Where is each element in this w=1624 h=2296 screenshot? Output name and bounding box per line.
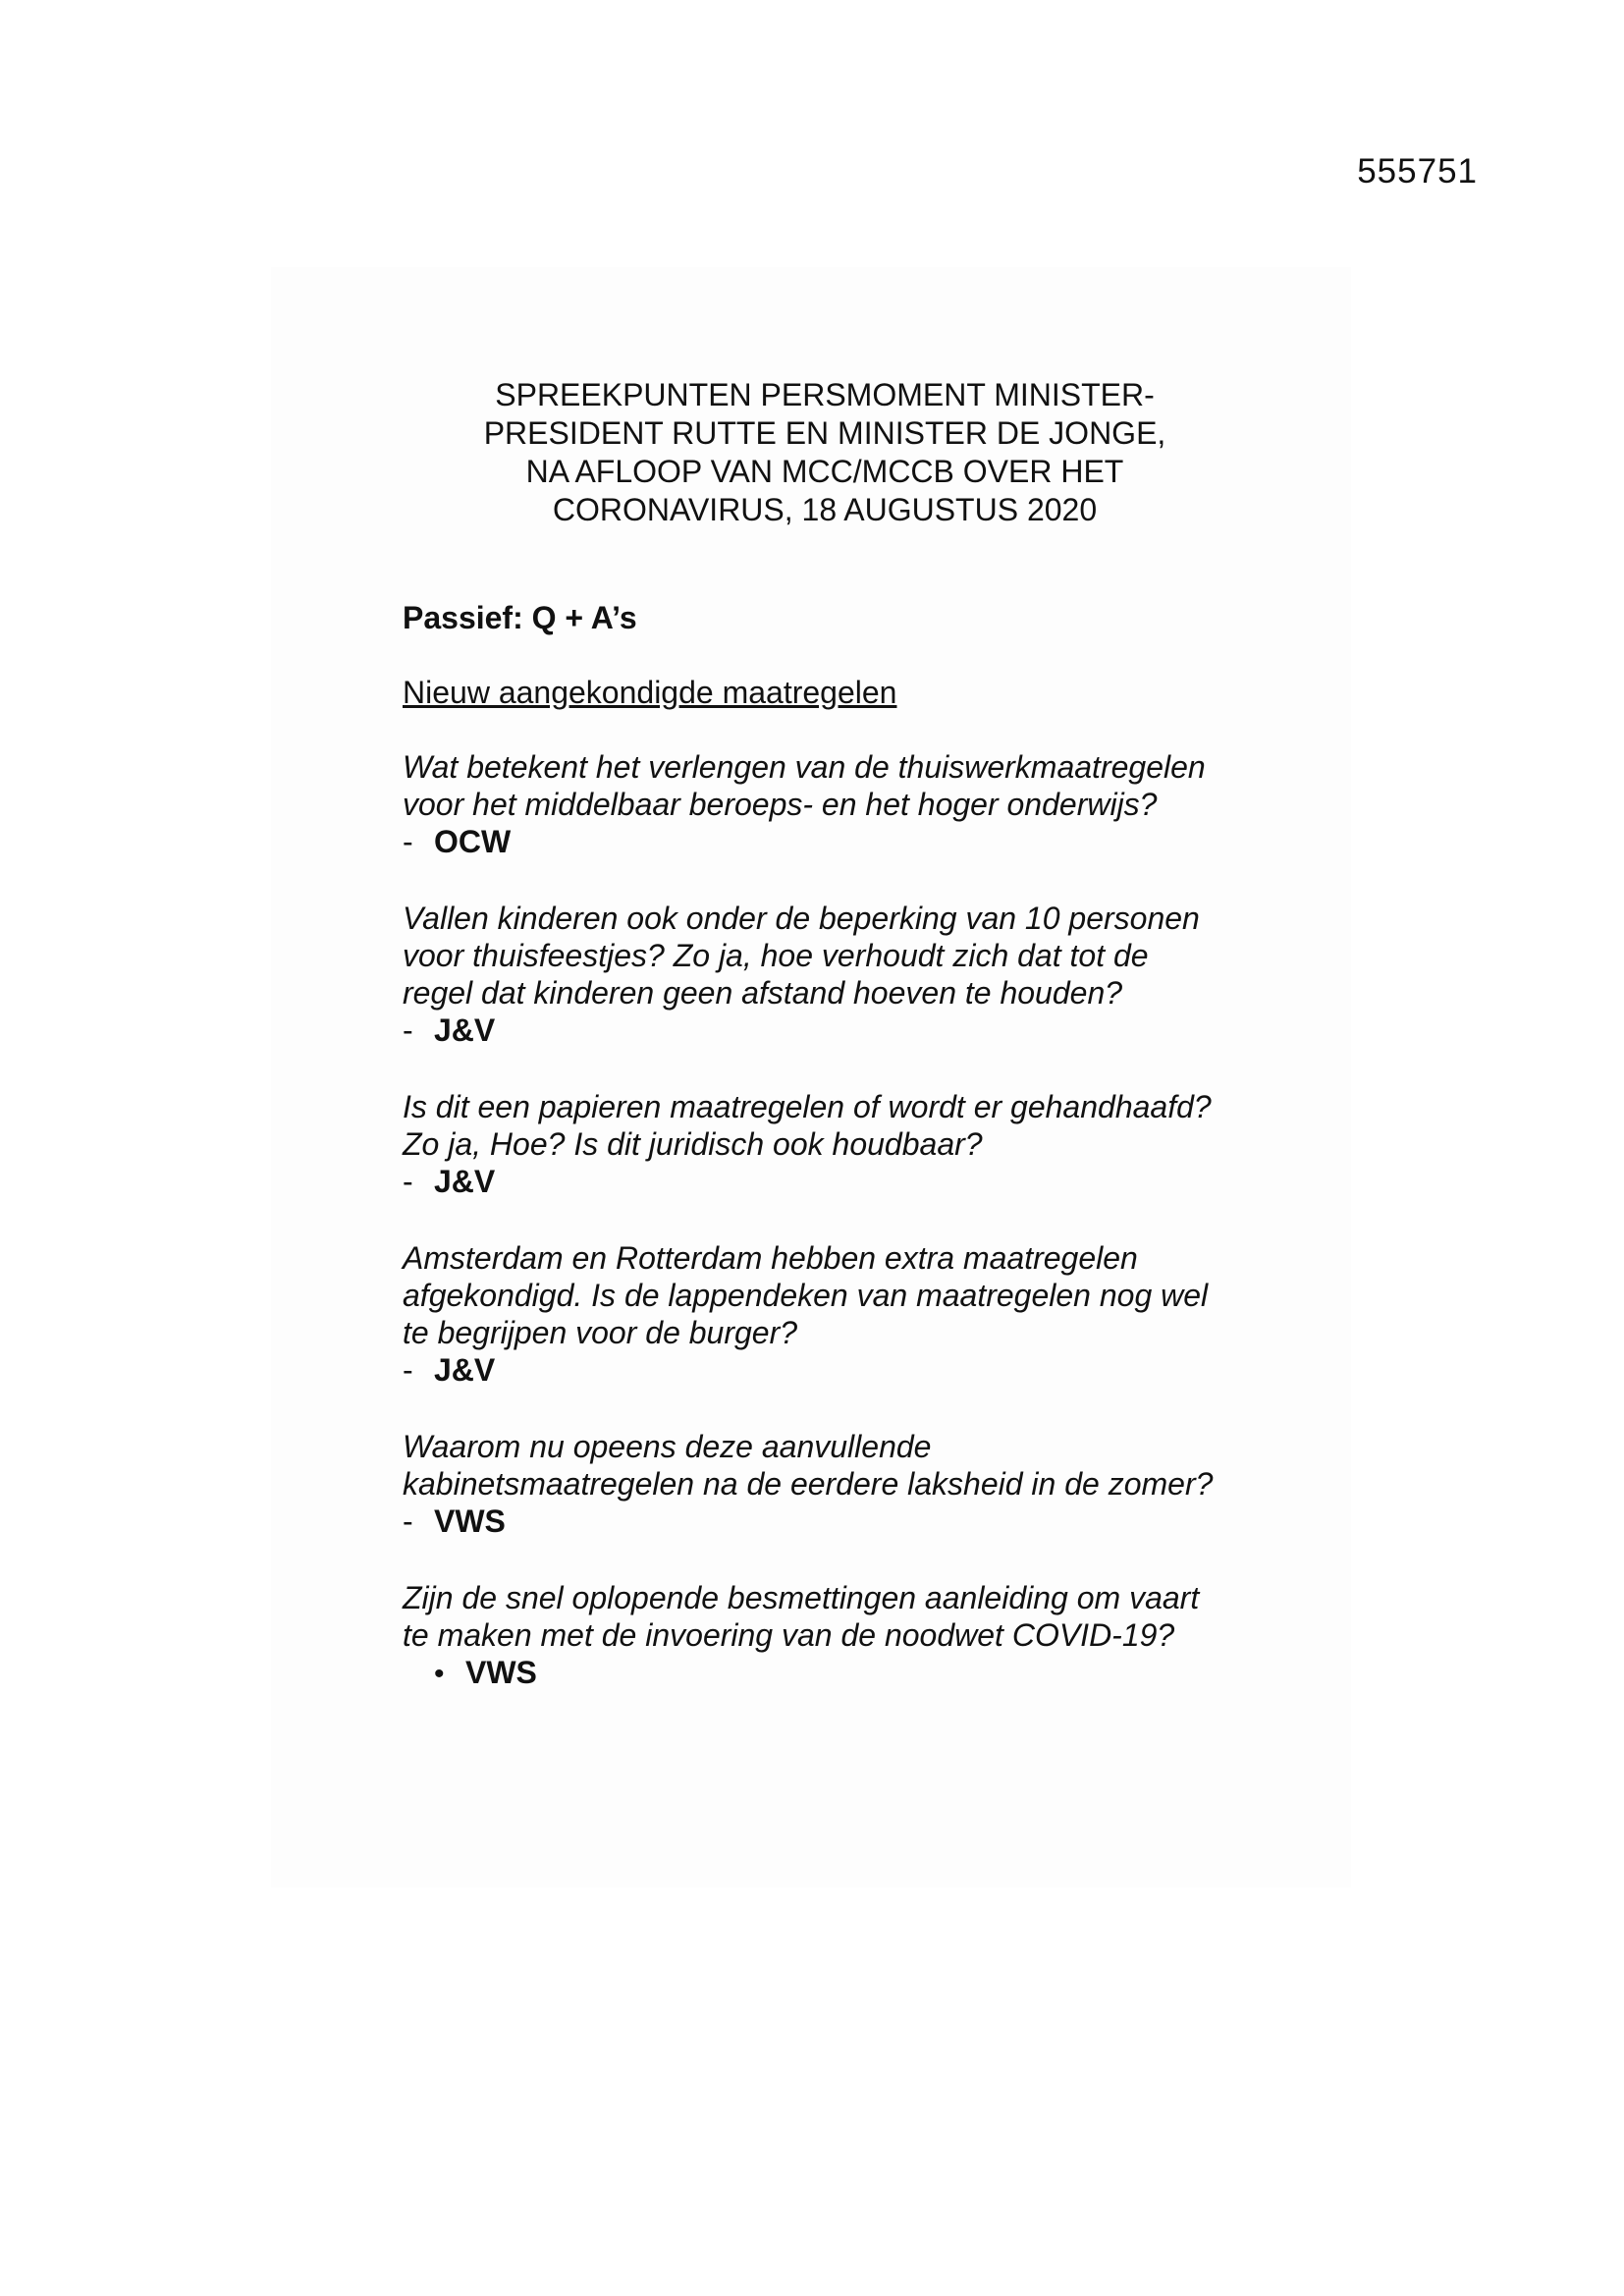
qa-question: Waarom nu opeens deze aanvullende kabinetsmaatregelen na de eerdere laksheid in de zomer?	[403, 1429, 1214, 1502]
qa-answer	[403, 1011, 1286, 1049]
qa-question: Vallen kinderen ook onder de beperking van 10 personen voor thuisfeestjes? Zo ja, hoe verhoudt zich dat tot de regel dat kinderen geen afstand hoeven te houden?	[403, 901, 1200, 1011]
dash-marker: -	[403, 1164, 413, 1199]
qa-item	[403, 1088, 1286, 1200]
qa-owner: VWS	[434, 1503, 506, 1539]
qa-owner: J&V	[434, 1352, 496, 1388]
dash-marker: -	[403, 1503, 413, 1539]
qa-answer	[403, 1351, 1286, 1389]
bullet-marker: •	[434, 1658, 445, 1690]
qa-list	[403, 748, 1286, 1693]
sub-heading: Nieuw aangekondigde maatregelen	[403, 675, 897, 710]
qa-answer	[403, 1654, 1286, 1693]
document-number: 555751	[1357, 152, 1478, 191]
qa-item	[403, 748, 1286, 860]
qa-answer	[403, 823, 1286, 860]
qa-owner: J&V	[434, 1012, 496, 1048]
qa-owner: VWS	[465, 1655, 537, 1690]
dash-marker: -	[403, 824, 413, 859]
qa-question: Amsterdam en Rotterdam hebben extra maatregelen afgekondigd. Is de lappendeken van maatregelen nog wel te begrijpen voor de burger?	[403, 1240, 1209, 1350]
title-line: PRESIDENT RUTTE EN MINISTER DE JONGE,	[483, 415, 1166, 451]
qa-question: Wat betekent het verlengen van de thuiswerkmaatregelen voor het middelbaar beroeps- en het hoger onderwijs?	[403, 749, 1206, 822]
title-line: SPREEKPUNTEN PERSMOMENT MINISTER-	[495, 377, 1155, 412]
qa-question: Zijn de snel oplopende besmettingen aanleiding om vaart te maken met de invoering van de noodwet COVID-19?	[403, 1580, 1200, 1653]
qa-question: Is dit een papieren maatregelen of wordt er gehandhaafd? Zo ja, Hoe? Is dit juridisch ook houdbaar?	[403, 1089, 1212, 1162]
qa-owner: OCW	[434, 824, 512, 859]
qa-item	[403, 1579, 1286, 1693]
qa-item	[403, 1239, 1286, 1389]
section-heading: Passief: Q + A’s	[403, 600, 637, 635]
qa-owner: J&V	[434, 1164, 496, 1199]
qa-item	[403, 900, 1286, 1049]
document-title	[393, 376, 1257, 529]
dash-marker: -	[403, 1352, 413, 1388]
qa-answer	[403, 1163, 1286, 1200]
title-line: NA AFLOOP VAN MCC/MCCB OVER HET	[525, 454, 1124, 489]
title-line: CORONAVIRUS, 18 AUGUSTUS 2020	[552, 492, 1098, 527]
qa-answer	[403, 1503, 1286, 1540]
dash-marker: -	[403, 1012, 413, 1048]
qa-item	[403, 1428, 1286, 1540]
document-body	[403, 599, 1286, 1732]
